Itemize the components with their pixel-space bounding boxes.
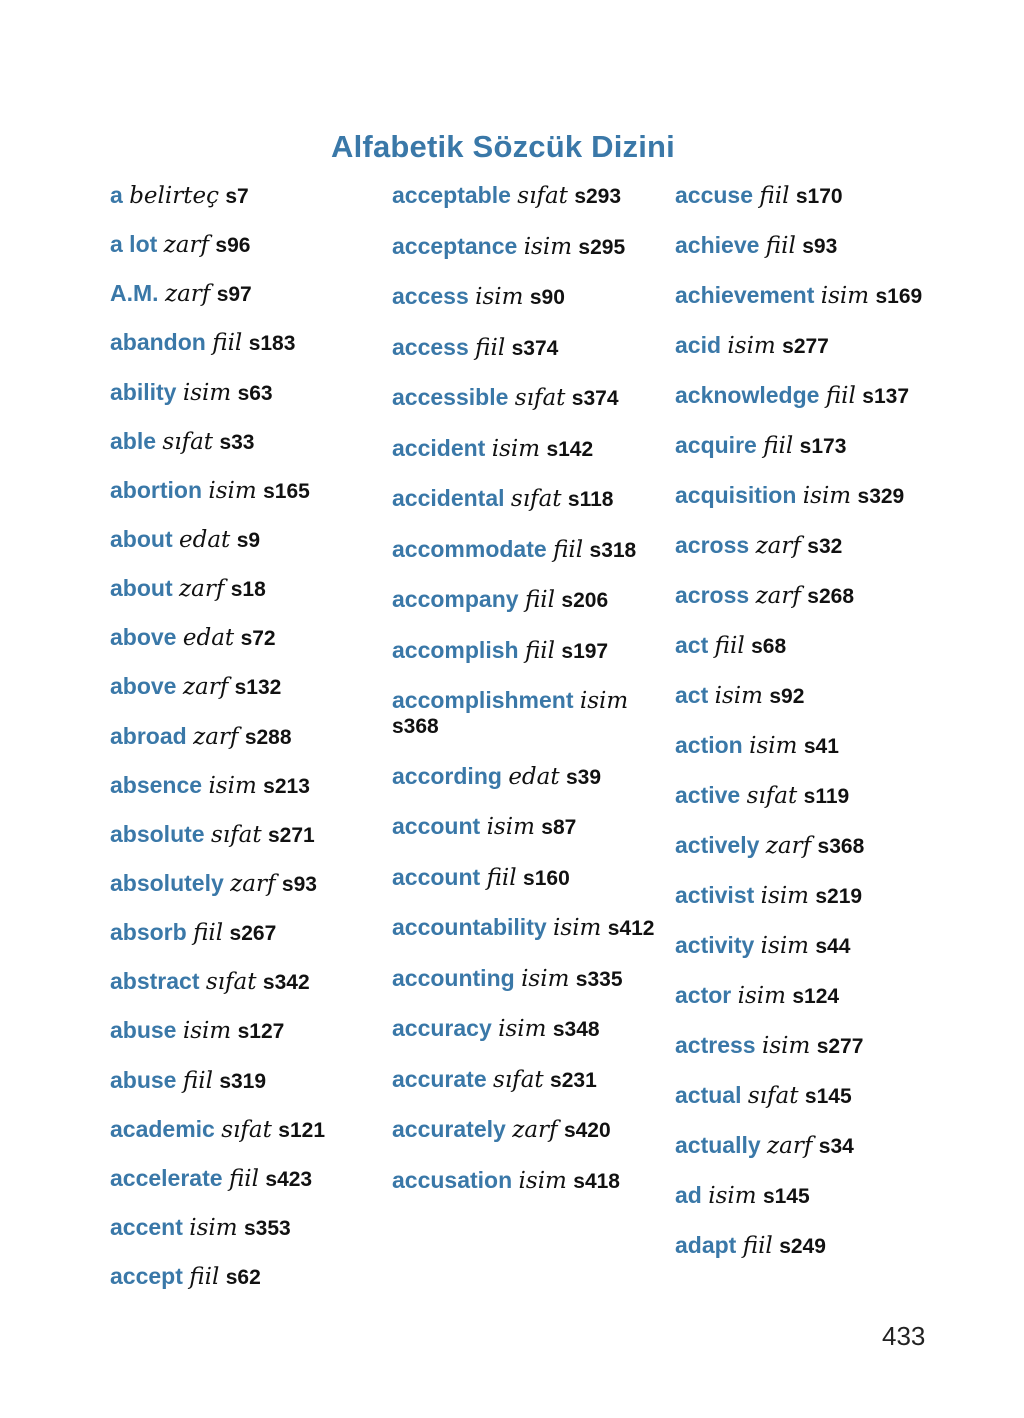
index-entry <box>392 385 672 411</box>
entry-page-ref: s249 <box>779 1235 826 1258</box>
index-entry <box>675 783 955 809</box>
entry-part-of-speech: sıfat <box>514 385 566 411</box>
entry-part-of-speech: isim <box>761 1033 811 1059</box>
entry-word: access <box>392 333 469 360</box>
entry-word: accounting <box>392 964 515 991</box>
index-entry <box>392 814 672 840</box>
entry-page-ref: s183 <box>248 332 296 356</box>
entry-page-ref: s9 <box>236 528 261 552</box>
index-entry <box>110 576 390 602</box>
entry-page-ref: s277 <box>816 1035 864 1058</box>
entry-page-ref: s374 <box>571 387 619 410</box>
index-entry <box>392 436 672 462</box>
entry-word: able <box>110 427 157 454</box>
entry-page-ref: s142 <box>546 437 594 461</box>
entry-part-of-speech: sıfat <box>510 486 562 512</box>
entry-word: accept <box>110 1263 183 1290</box>
index-entry <box>392 1117 672 1143</box>
entry-page-ref: s96 <box>215 234 251 258</box>
index-entry <box>675 683 955 709</box>
entry-word: account <box>392 813 481 839</box>
entry-word: actress <box>675 1032 756 1058</box>
entry-word: accent <box>110 1213 183 1240</box>
index-entry <box>675 533 955 559</box>
index-entry <box>675 633 955 659</box>
index-entry <box>110 478 390 504</box>
entry-page-ref: s319 <box>219 1069 267 1093</box>
entry-word: ad <box>675 1182 702 1208</box>
index-column-1 <box>110 183 390 1313</box>
index-entry <box>392 1067 672 1093</box>
entry-page-ref: s173 <box>799 435 847 458</box>
page-number: 433 <box>882 1321 926 1351</box>
entry-part-of-speech: zarf <box>755 533 801 559</box>
entry-page-ref: s68 <box>751 635 787 658</box>
entry-page-ref: s213 <box>263 774 310 798</box>
entry-page-ref: s63 <box>237 381 273 405</box>
index-entry <box>110 822 390 848</box>
entry-page-ref: s165 <box>263 479 310 503</box>
entry-part-of-speech: isim <box>737 983 786 1009</box>
entry-part-of-speech: isim <box>523 233 573 260</box>
entry-word: about <box>110 575 173 602</box>
index-entry <box>392 638 672 664</box>
entry-word: achievement <box>675 282 815 308</box>
index-entry <box>110 969 390 995</box>
entry-page-ref: s267 <box>229 922 277 946</box>
entry-part-of-speech: edat <box>508 763 560 790</box>
entry-page-ref: s318 <box>589 538 637 562</box>
entry-page-ref: s412 <box>607 917 655 940</box>
entry-page-ref: s353 <box>243 1216 291 1240</box>
entry-page-ref: s368 <box>817 835 865 858</box>
entry-word: accuse <box>675 182 754 208</box>
entry-word: acceptable <box>392 182 511 208</box>
entry-page-ref: s33 <box>219 430 255 454</box>
entry-word: adapt <box>675 1232 737 1258</box>
entry-page-ref: s124 <box>792 985 840 1008</box>
index-entry <box>675 833 955 859</box>
entry-part-of-speech: isim <box>820 283 870 309</box>
entry-page-ref: s32 <box>807 535 843 558</box>
entry-word: abortion <box>110 476 202 503</box>
index-entry <box>110 1264 390 1290</box>
entry-part-of-speech: isim <box>714 683 763 709</box>
entry-page-ref: s41 <box>803 735 839 758</box>
index-entry <box>675 333 955 359</box>
entry-part-of-speech: fiil <box>763 433 794 459</box>
index-entry <box>110 674 390 700</box>
entry-word: accident <box>392 434 486 461</box>
entry-part-of-speech: isim <box>208 772 257 799</box>
entry-part-of-speech: isim <box>189 1214 238 1241</box>
entry-page-ref: s119 <box>803 785 850 808</box>
entry-page-ref: s206 <box>561 589 609 612</box>
entry-page-ref: s87 <box>541 816 577 839</box>
entry-word: access <box>392 283 469 309</box>
index-column-2 <box>392 183 672 1218</box>
entry-page-ref: s418 <box>573 1169 620 1193</box>
entry-part-of-speech: zarf <box>230 870 276 897</box>
entry-word: A.M. <box>110 280 159 307</box>
entry-page-ref: s127 <box>237 1020 285 1044</box>
entry-word: according <box>392 762 502 789</box>
entry-part-of-speech: sıfat <box>747 1083 799 1109</box>
entry-part-of-speech: sıfat <box>205 969 257 996</box>
entry-word: abuse <box>110 1066 177 1093</box>
entry-word: accommodate <box>392 535 547 562</box>
index-entry <box>110 625 390 651</box>
entry-word: abstract <box>110 968 200 995</box>
entry-page-ref: s137 <box>862 385 909 408</box>
entry-word: absence <box>110 771 203 798</box>
entry-part-of-speech: isim <box>749 733 798 759</box>
index-entry <box>110 1068 390 1094</box>
entry-page-ref: s368 <box>392 715 439 738</box>
index-entry <box>675 1233 955 1259</box>
entry-page-ref: s423 <box>265 1167 313 1191</box>
index-entry <box>110 773 390 799</box>
entry-part-of-speech: fiil <box>486 864 517 891</box>
index-entry <box>392 537 672 563</box>
entry-part-of-speech: zarf <box>179 576 225 603</box>
entry-part-of-speech: fiil <box>714 633 745 659</box>
entry-part-of-speech: fiil <box>742 1233 773 1259</box>
index-entry <box>675 1083 955 1109</box>
entry-word: acceptance <box>392 232 518 259</box>
index-entry <box>675 1033 955 1059</box>
index-entry <box>392 335 672 361</box>
index-entry <box>392 587 672 613</box>
entry-word: achieve <box>675 232 760 258</box>
entry-part-of-speech: isim <box>727 333 776 359</box>
entry-part-of-speech: sıfat <box>162 428 214 455</box>
index-entry <box>110 380 390 406</box>
entry-word: accidental <box>392 485 505 511</box>
index-entry <box>392 284 672 310</box>
entry-part-of-speech: zarf <box>182 674 229 701</box>
index-entry <box>675 483 955 509</box>
entry-word: abandon <box>110 329 206 356</box>
entry-page-ref: s277 <box>782 335 829 358</box>
index-entry <box>392 915 672 941</box>
index-entry <box>675 1133 955 1159</box>
entry-part-of-speech: zarf <box>765 833 812 859</box>
entry-word: actual <box>675 1082 742 1108</box>
index-entry <box>392 1016 672 1042</box>
entry-page-ref: s93 <box>802 235 838 258</box>
index-entry <box>675 583 955 609</box>
entry-word: accountability <box>392 914 547 940</box>
entry-word: above <box>110 673 177 700</box>
index-entry <box>110 1166 390 1192</box>
entry-part-of-speech: fiil <box>825 383 856 409</box>
index-entry <box>110 429 390 455</box>
index-entry <box>110 920 390 946</box>
entry-page-ref: s145 <box>804 1085 852 1108</box>
entry-page-ref: s231 <box>550 1068 597 1092</box>
entry-part-of-speech: zarf <box>512 1117 558 1143</box>
index-entry <box>675 433 955 459</box>
entry-part-of-speech: zarf <box>163 232 210 259</box>
index-entry <box>110 330 390 356</box>
entry-page-ref: s271 <box>268 823 315 847</box>
entry-page-ref: s268 <box>807 585 855 608</box>
entry-page-ref: s197 <box>561 639 609 663</box>
entry-word: activist <box>675 882 755 908</box>
entry-part-of-speech: zarf <box>755 583 801 609</box>
entry-part-of-speech: zarf <box>193 723 239 750</box>
index-entry <box>110 871 390 897</box>
entry-part-of-speech: sıfat <box>221 1116 272 1143</box>
entry-page-ref: s132 <box>234 676 282 700</box>
entry-word: a lot <box>110 231 158 258</box>
entry-part-of-speech: isim <box>498 1016 547 1042</box>
entry-word: actually <box>675 1132 761 1158</box>
entry-page-ref: s219 <box>815 885 863 908</box>
entry-word: accomplish <box>392 636 519 663</box>
entry-part-of-speech: fiil <box>475 334 506 361</box>
entry-page-ref: s72 <box>240 627 276 651</box>
entry-part-of-speech: fiil <box>524 587 556 613</box>
entry-word: absorb <box>110 919 187 946</box>
entry-part-of-speech: fiil <box>212 330 243 357</box>
entry-word: above <box>110 624 177 651</box>
index-entry <box>110 1018 390 1044</box>
index-entry <box>110 724 390 750</box>
entry-word: absolutely <box>110 869 224 896</box>
entry-part-of-speech: fiil <box>553 536 584 563</box>
entry-word: active <box>675 782 741 808</box>
entry-page-ref: s44 <box>815 935 851 958</box>
entry-part-of-speech: zarf <box>767 1133 813 1159</box>
index-entry <box>675 733 955 759</box>
entry-word: a <box>110 182 123 208</box>
index-entry <box>675 1183 955 1209</box>
entry-word: accompany <box>392 586 519 612</box>
entry-part-of-speech: sıfat <box>493 1066 544 1093</box>
entry-page-ref: s335 <box>575 967 623 991</box>
entry-part-of-speech: isim <box>802 483 852 509</box>
entry-part-of-speech: fiil <box>228 1165 259 1192</box>
entry-part-of-speech: sıfat <box>517 183 568 209</box>
index-entry <box>392 234 672 260</box>
entry-page-ref: s295 <box>578 235 626 259</box>
entry-part-of-speech: isim <box>518 1167 567 1194</box>
entry-word: acquisition <box>675 482 797 508</box>
entry-part-of-speech: isim <box>760 933 809 959</box>
entry-word: accuracy <box>392 1015 492 1041</box>
entry-part-of-speech: fiil <box>182 1067 213 1094</box>
entry-word: accessible <box>392 384 509 410</box>
entry-word: abuse <box>110 1017 177 1044</box>
entry-page-ref: s7 <box>225 185 249 208</box>
index-entry <box>392 1168 672 1194</box>
entry-page-ref: s97 <box>216 283 252 307</box>
entry-page-ref: s293 <box>574 185 622 208</box>
entry-word: acquire <box>675 432 757 458</box>
entry-page-ref: s288 <box>244 725 292 749</box>
entry-part-of-speech: isim <box>491 435 541 462</box>
entry-word: activity <box>675 932 755 958</box>
entry-word: about <box>110 525 173 552</box>
entry-page-ref: s118 <box>567 488 614 511</box>
entry-part-of-speech: fiil <box>765 233 796 259</box>
entry-page-ref: s145 <box>762 1185 810 1208</box>
entry-part-of-speech: fiil <box>193 920 224 947</box>
entry-page-ref: s62 <box>225 1266 261 1290</box>
index-column-3 <box>675 183 955 1283</box>
entry-part-of-speech: isim <box>182 379 232 406</box>
index-entry <box>110 232 390 258</box>
index-entry <box>110 1215 390 1241</box>
entry-page-ref: s170 <box>795 185 843 208</box>
entry-page-ref: s329 <box>857 485 905 508</box>
entry-page-ref: s92 <box>769 685 805 708</box>
entry-part-of-speech: isim <box>521 965 570 992</box>
entry-page-ref: s18 <box>230 578 266 602</box>
entry-word: accelerate <box>110 1164 223 1191</box>
index-entry <box>675 383 955 409</box>
entry-word: academic <box>110 1115 215 1142</box>
entry-word: absolute <box>110 820 205 847</box>
entry-part-of-speech: fiil <box>524 637 555 664</box>
index-entry <box>392 764 672 790</box>
entry-part-of-speech: edat <box>182 625 235 652</box>
entry-word: accusation <box>392 1166 513 1193</box>
entry-part-of-speech: belirteç <box>129 183 219 209</box>
entry-word: accurate <box>392 1065 487 1092</box>
index-entry <box>110 183 390 209</box>
entry-page-ref: s420 <box>563 1119 611 1142</box>
entry-part-of-speech: isim <box>708 1183 757 1209</box>
index-entry <box>675 233 955 259</box>
entry-page-ref: s34 <box>818 1135 854 1158</box>
entry-word: accomplishment <box>392 687 574 713</box>
entry-part-of-speech: sıfat <box>210 821 262 848</box>
entry-page-ref: s160 <box>523 866 570 890</box>
index-entry <box>392 688 672 739</box>
entry-word: account <box>392 863 481 890</box>
index-entry <box>392 865 672 891</box>
entry-part-of-speech: fiil <box>759 183 790 209</box>
entry-word: actively <box>675 832 760 858</box>
entry-page-ref: s374 <box>511 336 559 360</box>
entry-word: ability <box>110 378 177 405</box>
entry-word: act <box>675 632 709 658</box>
entry-word: accurately <box>392 1116 506 1142</box>
index-entry <box>675 183 955 209</box>
index-entry <box>675 933 955 959</box>
entry-page-ref: s90 <box>529 286 565 309</box>
index-entry <box>675 283 955 309</box>
index-entry <box>675 983 955 1009</box>
entry-page-ref: s169 <box>875 285 923 308</box>
entry-part-of-speech: isim <box>208 477 257 504</box>
entry-word: acknowledge <box>675 382 820 408</box>
entry-page-ref: s93 <box>281 872 317 896</box>
entry-part-of-speech: isim <box>475 284 524 310</box>
entry-part-of-speech: sıfat <box>746 783 798 809</box>
entry-word: act <box>675 682 709 708</box>
entry-word: actor <box>675 982 732 1008</box>
entry-page-ref: s348 <box>552 1018 600 1041</box>
index-entry <box>392 486 672 512</box>
entry-page-ref: s39 <box>566 765 602 789</box>
entry-part-of-speech: isim <box>486 814 535 840</box>
entry-part-of-speech: edat <box>179 526 231 553</box>
index-entry <box>110 281 390 307</box>
index-entry <box>392 966 672 992</box>
entry-page-ref: s342 <box>262 971 310 995</box>
index-entry <box>392 183 672 209</box>
entry-word: abroad <box>110 722 187 749</box>
entry-word: acid <box>675 332 722 358</box>
entry-word: across <box>675 582 750 608</box>
index-entry <box>675 883 955 909</box>
entry-part-of-speech: isim <box>579 688 629 714</box>
entry-part-of-speech: isim <box>182 1018 232 1045</box>
entry-page-ref: s121 <box>278 1118 325 1142</box>
entry-word: action <box>675 732 743 758</box>
entry-word: across <box>675 532 750 558</box>
entry-part-of-speech: fiil <box>189 1264 220 1291</box>
entry-part-of-speech: isim <box>553 915 602 941</box>
page-title: Alfabetik Sözcük Dizini <box>331 129 675 164</box>
entry-part-of-speech: isim <box>760 883 809 909</box>
index-entry <box>110 1117 390 1143</box>
entry-part-of-speech: zarf <box>164 281 211 308</box>
index-entry <box>110 527 390 553</box>
